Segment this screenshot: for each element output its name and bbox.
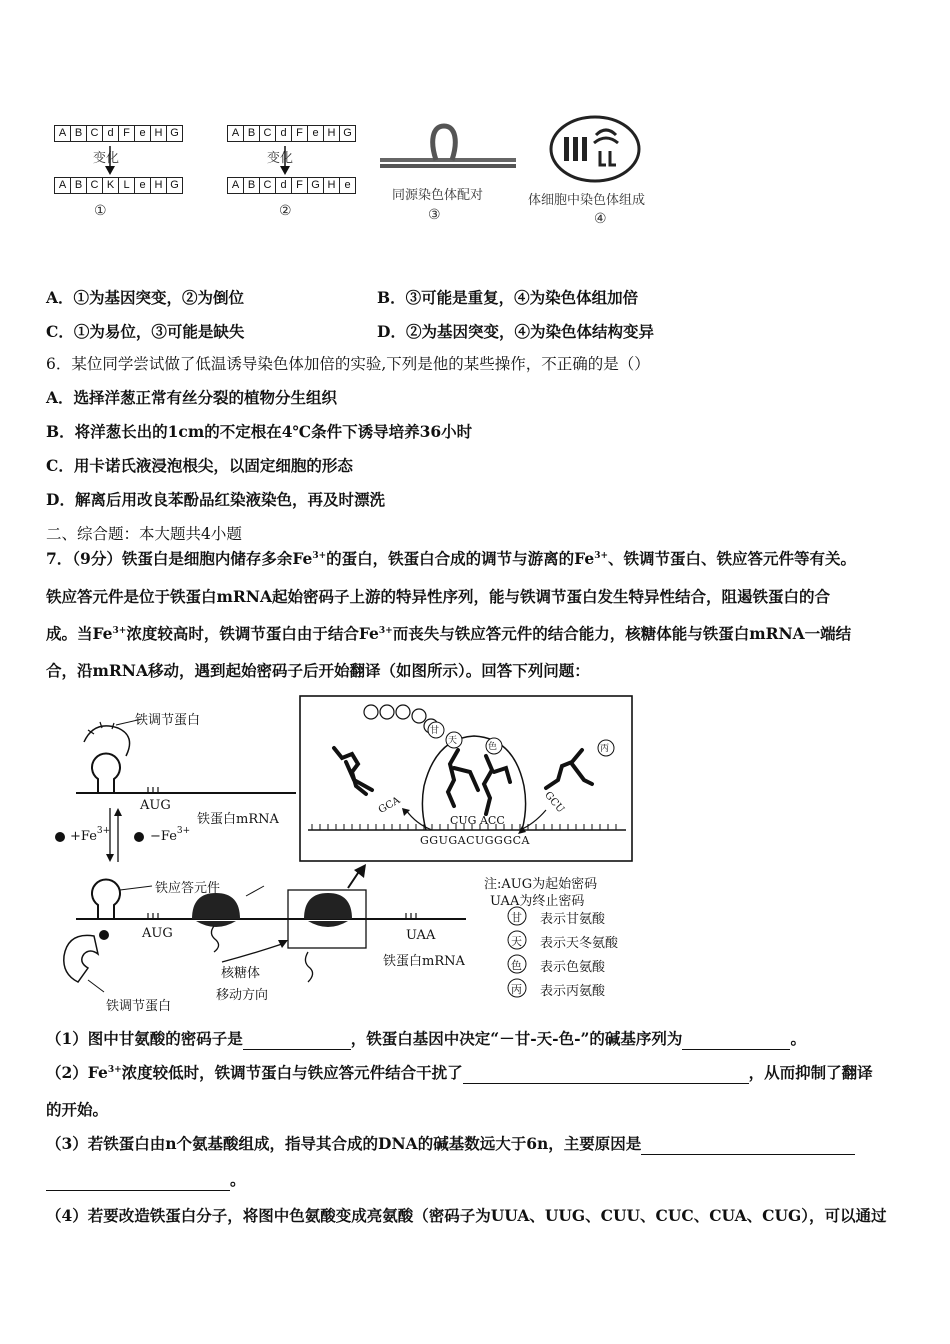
cell-chromosome-illustration [548,113,643,183]
q6-option-c: C．用卡诺氏液浸泡根尖，以固定细胞的形态 [46,456,353,475]
q7-text: 7．（9分）铁蛋白是细胞内储存多余Fe [46,549,313,568]
answer-blank[interactable] [641,1138,855,1155]
gene-segment: C [259,177,276,194]
gene-segment: F [291,125,308,142]
q7-text: 成。当Fe [46,624,113,643]
gene-segment: B [70,177,87,194]
q7-line-2: 铁应答元件是位于铁蛋白mRNA起始密码子上游的特异性序列，能与铁调节蛋白发生特异性结合，阻遏铁蛋白的合 [46,587,830,606]
gene-segment: e [134,177,151,194]
q7-sub-4: （4）若要改造铁蛋白分子，将图中色氨酸变成亮氨酸（密码子为UUA、UUG、CUU、CUC、CUA、CUG），可以通过 [46,1206,887,1225]
q6-stem: 6．某位同学尝试做了低温诱导染色体加倍的实验,下列是他的某些操作，不正确的是（） [46,355,650,373]
figure-number-1: ① [94,203,107,219]
arrow-down-icon [104,146,116,176]
figure-number-2: ② [279,203,292,219]
answer-blank[interactable] [243,1033,351,1050]
gene-segment: H [150,125,167,142]
superscript: 3+ [112,626,127,636]
gene-segment: C [259,125,276,142]
q7-sub-text: ，铁蛋白基因中决定“－甘-天-色-”的碱基序列为 [350,1029,683,1048]
label-iron-response-element: 铁应答元件 [155,881,221,896]
caption-3: 同源染色体配对 [392,188,484,203]
legend-text-asp: 表示天冬氨酸 [540,936,619,951]
gene-segment: d [102,125,119,142]
note-stop-codon: UAA为终止密码 [490,894,585,909]
legend-text-ala: 表示丙氨酸 [540,984,606,999]
label-aug-top: AUG [140,798,171,813]
superscript: 3+ [176,826,191,836]
label-codons: CUG ACC [450,814,505,827]
change-label-1: 变化 [93,151,120,166]
gene-segment: B [70,125,87,142]
q6-option-a: A．选择洋葱正常有丝分裂的植物分生组织 [46,388,338,407]
q6-option-b: B．将洋葱长出的1cm的不定根在4℃条件下诱导培养36小时 [46,422,473,441]
gene-segment: C [86,125,103,142]
caption-4: 体细胞中染色体组成 [528,193,646,208]
q7-sub-text: （1）图中甘氨酸的密码子是 [46,1029,243,1048]
legend-text-trp: 表示色氨酸 [540,960,606,975]
q7-line-3 [46,623,851,645]
figure-number-3: ③ [428,207,441,223]
section-heading: 二、综合题：本大题共4小题 [46,525,242,543]
q7-sub-text: （3）若铁蛋白由n个氨基酸组成，指导其合成的DNA的碱基数远大于6n，主要原因是 [46,1134,642,1153]
gene-segment: A [227,125,244,142]
label-anticodon-2: GCU [542,789,566,816]
gene-segment: e [339,177,356,194]
label-uaa: UAA [406,928,436,943]
legend-symbol-ala: 丙 [511,983,522,996]
gene-segment: d [275,177,292,194]
q5-option-d: D．②为基因突变，④为染色体结构变异 [377,322,654,341]
label-iron-regulatory-protein-bottom: 铁调节蛋白 [106,999,172,1014]
label-aa-trp: 色 [488,742,498,752]
chromosome-1-before [54,125,182,142]
label-text: −Fe [150,829,177,844]
legend-symbol-asp: 天 [511,935,522,948]
chromosome-1-after [54,177,182,194]
gene-segment: B [243,125,260,142]
q7-sub-3-cont [46,1169,246,1191]
label-ferritin-mrna-bottom: 铁蛋白mRNA [383,954,465,969]
chromosome-2-after [227,177,355,194]
homologous-pairing-illustration [378,122,518,172]
arrow-down-icon [279,146,291,176]
q7-sub-text: 。 [790,1029,806,1048]
gene-segment: H [323,177,340,194]
q7-sub-2-cont: 的开始。 [46,1100,109,1119]
label-ribosome-direction-1: 核糖体 [221,966,261,981]
label-anticodon-1: GCA [376,795,403,816]
gene-segment: e [307,125,324,142]
gene-segment: K [102,177,119,194]
legend-text-gly: 表示甘氨酸 [540,912,606,927]
q7-sub-text: ，从而抑制了翻译 [748,1063,873,1082]
q5-option-c: C．①为易位，③可能是缺失 [46,322,245,341]
answer-blank[interactable] [46,1174,230,1191]
gene-segment: H [323,125,340,142]
gene-segment: A [54,177,71,194]
gene-segment: A [227,177,244,194]
legend-symbol-trp: 色 [511,959,522,972]
gene-segment: C [86,177,103,194]
answer-blank[interactable] [682,1033,790,1050]
superscript: 3+ [96,826,111,836]
label-aug-bottom: AUG [142,926,173,941]
gene-segment: G [339,125,356,142]
gene-segment: G [307,177,324,194]
gene-segment: e [134,125,151,142]
q5-option-b: B．③可能是重复，④为染色体组加倍 [377,288,639,307]
gene-segment: L [118,177,135,194]
label-minus-fe [150,826,191,844]
q7-line-4: 合，沿mRNA移动，遇到起始密码子后开始翻译（如图所示）。回答下列问题： [46,661,590,680]
q7-sub-text: 。 [230,1170,246,1189]
superscript: 3+ [594,551,608,561]
gene-segment: F [118,125,135,142]
q7-sub-3 [46,1133,855,1155]
q6-option-d: D．解离后用改良苯酚品红染液染色，再及时漂洗 [46,490,385,509]
label-plus-fe [70,826,111,844]
label-ferritin-mrna-top: 铁蛋白mRNA [197,812,279,827]
label-ribosome-direction-2: 移动方向 [216,988,269,1003]
q7-text: 的蛋白，铁蛋白合成的调节与游离的Fe [326,549,595,568]
q7-text: 而丧失与铁应答元件的结合能力，核糖体能与铁蛋白mRNA一端结 [392,624,852,643]
q5-option-a: A．①为基因突变，②为倒位 [46,288,245,307]
label-text: +Fe [70,829,97,844]
label-aa-ala: 丙 [600,744,610,754]
chromosome-2-before [227,125,355,142]
gene-segment: d [275,125,292,142]
label-mrna-sequence: GGUGACUGGGCA [420,834,530,847]
q7-sub-text: 浓度较低时，铁调节蛋白与铁应答元件结合干扰了 [121,1063,463,1082]
q7-text: 、铁调节蛋白、铁应答元件等有关。 [608,549,857,568]
gene-segment: G [166,177,183,194]
figure-number-4: ④ [594,211,607,227]
gene-segment: A [54,125,71,142]
q7-text: 浓度较高时，铁调节蛋白由于结合Fe [126,624,379,643]
label-iron-regulatory-protein-top: 铁调节蛋白 [135,713,201,728]
gene-segment: F [291,177,308,194]
change-label-2: 变化 [267,151,294,166]
q7-sub-1 [46,1028,806,1050]
superscript: 3+ [378,626,393,636]
q7-sub-2 [46,1062,873,1084]
answer-blank[interactable] [463,1067,749,1084]
superscript: 3+ [312,551,327,561]
q7-line-1 [46,548,856,570]
note-start-codon: 注:AUG为起始密码 [484,877,598,892]
gene-segment: G [166,125,183,142]
gene-segment: B [243,177,260,194]
label-aa-asp: 天 [448,736,458,746]
label-aa-gly: 甘 [430,726,440,736]
legend-symbol-gly: 甘 [511,911,522,924]
superscript: 3+ [107,1065,122,1075]
gene-segment: H [150,177,167,194]
q7-sub-text: （2）Fe [46,1063,108,1082]
